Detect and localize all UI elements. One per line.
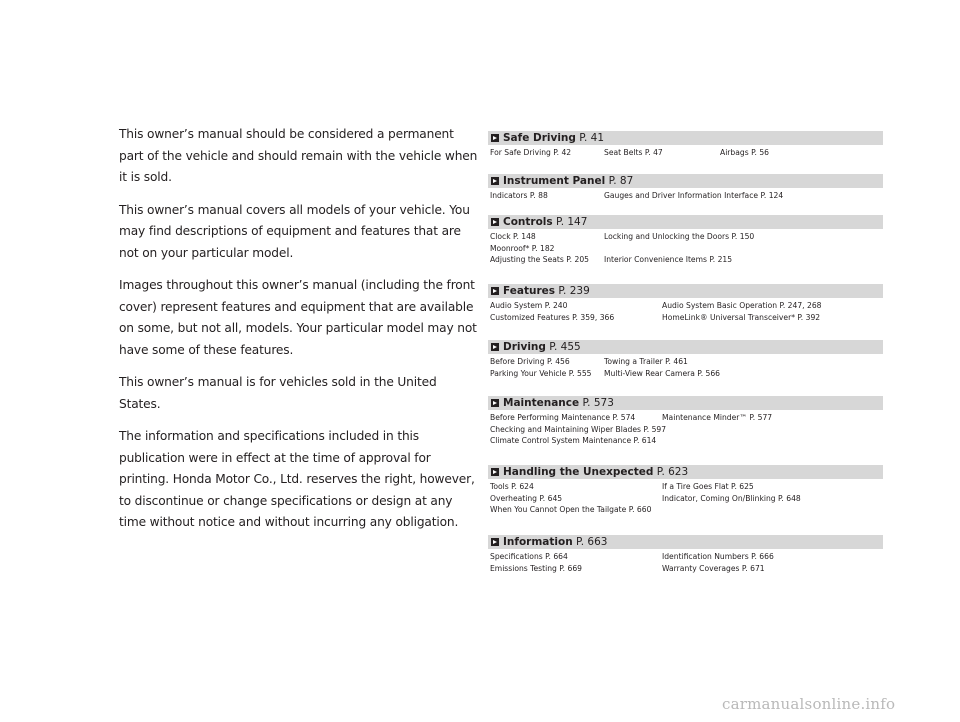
toc-header-driving[interactable]	[488, 340, 883, 354]
toc-link[interactable]: Locking and Unlocking the Doors P. 150	[604, 232, 755, 241]
reference-arrow-icon	[491, 538, 499, 546]
reference-arrow-icon	[491, 177, 499, 185]
toc-title[interactable]: Instrument Panel	[503, 175, 606, 187]
toc-section-safe-driving	[488, 131, 883, 159]
toc-title[interactable]: Handling the Unexpected	[503, 466, 654, 478]
toc-section-information	[488, 535, 883, 574]
intro-paragraph-specifications: The information and specifications included in this publication were in effect at the time of approval for printing. Honda Motor Co., Ltd. reserves the right, however, to discontinue or change specifications or design at any time without notice and without incurring any obligation.	[119, 429, 475, 529]
toc-link[interactable]: Parking Your Vehicle P. 555	[490, 368, 592, 378]
reference-arrow-icon	[491, 343, 499, 351]
toc-section-instrument-panel	[488, 174, 883, 202]
toc-page[interactable]: P. 455	[549, 341, 581, 353]
toc-page[interactable]: P. 147	[556, 216, 588, 228]
intro-paragraph-permanent: This owner’s manual should be considered a permanent part of the vehicle and should remain with the vehicle when it is sold.	[119, 127, 478, 184]
toc-link[interactable]: When You Cannot Open the Tailgate P. 660	[490, 505, 652, 514]
toc-link[interactable]: Overheating P. 645	[490, 493, 563, 503]
toc-section-features	[488, 284, 883, 323]
toc-link[interactable]: Audio System P. 240	[490, 301, 568, 310]
toc-page[interactable]: P. 41	[579, 132, 604, 144]
intro-paragraph-images: Images throughout this owner’s manual (including the front cover) represent features and equipment that are available on some, but not all, models. Your particular model may not have some of these features.	[119, 278, 477, 357]
toc-link[interactable]: For Safe Driving P. 42	[490, 148, 572, 157]
toc-section-controls	[488, 215, 883, 266]
toc-link[interactable]: Emissions Testing P. 669	[490, 563, 582, 573]
toc-link[interactable]: Maintenance Minder™ P. 577	[662, 413, 773, 422]
toc-link[interactable]: Adjusting the Seats P. 205	[490, 255, 589, 264]
toc-page[interactable]: P. 239	[558, 285, 590, 297]
toc-title[interactable]: Safe Driving	[503, 132, 576, 144]
toc-link[interactable]: Warranty Coverages P. 671	[662, 563, 765, 573]
intro-paragraph-models: This owner’s manual covers all models of your vehicle. You may find descriptions of equipment and features that are not on your particular model.	[119, 202, 470, 260]
toc-link[interactable]: Moonroof* P. 182	[490, 243, 555, 253]
toc-link[interactable]: Audio System Basic Operation P. 247, 268	[662, 301, 822, 310]
toc-link[interactable]: Clock P. 148	[490, 232, 536, 241]
watermark: carmanualsonline.info	[722, 695, 896, 713]
toc-page[interactable]: P. 87	[608, 175, 634, 187]
toc-header-handling-the-unexpected[interactable]	[488, 465, 883, 479]
toc-link[interactable]: HomeLink® Universal Transceiver* P. 392	[662, 312, 821, 322]
toc-link[interactable]: Interior Convenience Items P. 215	[604, 255, 733, 264]
toc-link[interactable]: Identification Numbers P. 666	[662, 552, 774, 561]
toc-link[interactable]: Towing a Trailer P. 461	[604, 357, 688, 366]
toc-link[interactable]: Customized Features P. 359, 366	[490, 312, 615, 322]
reference-arrow-icon	[491, 399, 499, 407]
toc-header-maintenance[interactable]	[488, 396, 883, 410]
intro-paragraph-us: This owner’s manual is for vehicles sold in the United States.	[119, 375, 437, 411]
reference-arrow-icon	[491, 287, 499, 295]
toc-link[interactable]: Airbags P. 56	[720, 148, 769, 157]
toc-link[interactable]: Gauges and Driver Information Interface P. 124	[604, 191, 784, 200]
toc-title[interactable]: Information	[503, 536, 573, 548]
toc-header-features[interactable]	[488, 284, 883, 298]
toc-header-safe-driving[interactable]	[488, 131, 883, 145]
toc-title[interactable]: Features	[503, 285, 555, 297]
toc-link[interactable]: Tools P. 624	[490, 482, 534, 491]
toc-link[interactable]: Before Driving P. 456	[490, 357, 570, 366]
toc-link[interactable]: Indicators P. 88	[490, 191, 548, 200]
toc-link[interactable]: Climate Control System Maintenance P. 614	[490, 436, 657, 445]
toc-title[interactable]: Maintenance	[503, 397, 580, 409]
toc-link[interactable]: If a Tire Goes Flat P. 625	[662, 482, 754, 491]
toc-link[interactable]: Before Performing Maintenance P. 574	[490, 413, 636, 422]
toc-section-maintenance	[488, 396, 883, 447]
toc-header-controls[interactable]	[488, 215, 883, 229]
toc-header-information[interactable]	[488, 535, 883, 549]
toc-section-handling-the-unexpected	[488, 465, 883, 516]
toc-title[interactable]: Controls	[503, 216, 553, 228]
toc-link[interactable]: Specifications P. 664	[490, 552, 568, 561]
reference-arrow-icon	[491, 468, 499, 476]
toc-link[interactable]: Indicator, Coming On/Blinking P. 648	[662, 493, 801, 503]
toc-page[interactable]: P. 663	[576, 536, 608, 548]
toc-link[interactable]: Multi-View Rear Camera P. 566	[604, 368, 721, 378]
toc-page[interactable]: P. 573	[582, 397, 614, 409]
toc-title[interactable]: Driving	[503, 341, 546, 353]
toc-link[interactable]: Seat Belts P. 47	[604, 148, 663, 157]
intro-text	[119, 124, 479, 545]
reference-arrow-icon	[491, 134, 499, 142]
reference-arrow-icon	[491, 218, 499, 226]
toc-page[interactable]: P. 623	[656, 466, 689, 478]
toc-link[interactable]: Checking and Maintaining Wiper Blades P. 597	[490, 424, 667, 434]
toc-section-driving	[488, 340, 883, 379]
toc-header-instrument-panel[interactable]	[488, 174, 883, 188]
